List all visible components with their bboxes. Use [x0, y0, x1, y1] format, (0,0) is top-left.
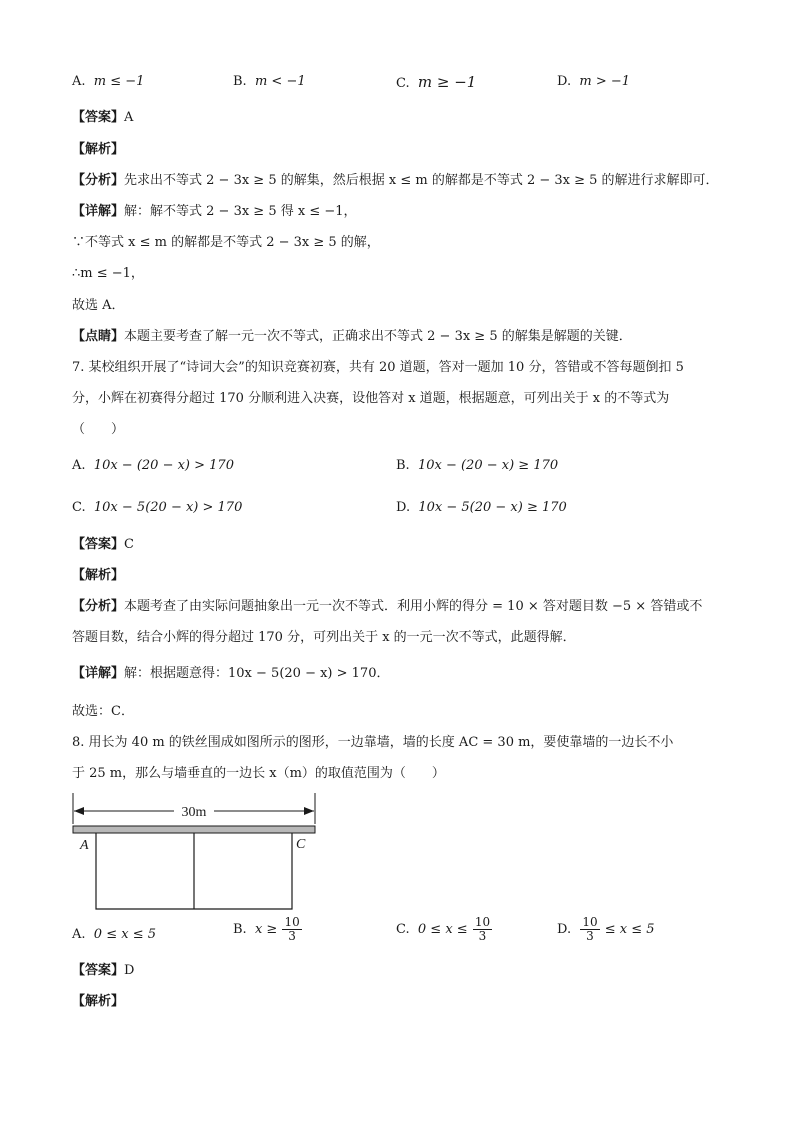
- fraction: $\frac{10}{3}$: [284, 915, 300, 943]
- q8-stem-line1: 8. 用长为 40 m 的铁丝围成如图所示的图形，一边靠墙，墙的长度 AC = 30 m，要使靠墙的一边长不小: [72, 735, 674, 750]
- q7-stem-line1: 7. 某校组织开展了“诗词大会”的知识竞赛初赛，共有 20 道题，答对一题加 10 分，答错或不答每题倒扣 5: [72, 360, 684, 375]
- option-a: A. 0 ≤ x ≤ 5: [72, 927, 156, 942]
- therefore-line: ∴m ≤ −1，: [72, 266, 144, 281]
- arrow-left-icon: [74, 807, 84, 815]
- analysis-heading: 【解析】: [72, 142, 125, 157]
- q7-stem-line3: （ ）: [72, 422, 125, 437]
- since-line: ∵不等式 x ≤ m 的解都是不等式 2 − 3x ≥ 5 的解，: [72, 235, 380, 250]
- option-a: A. m ≤ −1: [72, 74, 145, 89]
- option-a: A. 10x − (20 − x) > 170: [72, 458, 234, 473]
- analysis-heading: 【解析】: [72, 994, 125, 1009]
- option-d: D. 10x − 5(20 − x) ≥ 170: [396, 500, 567, 515]
- fenxi-line2: 答题目数，结合小辉的得分超过 170 分，可列出关于 x 的一元一次不等式，此题得解．: [72, 630, 576, 645]
- dianjing-line: 【点睛】本题主要考查了解一元一次不等式，正确求出不等式 2 − 3x ≥ 5 的解集是解题的关键．: [72, 329, 632, 344]
- point-c-label: C: [296, 837, 306, 852]
- q8-stem-line2: 于 25 m，那么与墙垂直的一边长 x（m）的取值范围为（ ）: [72, 766, 445, 781]
- answer-line: 【答案】D: [72, 963, 135, 978]
- fraction: $\frac{10}{3}$: [474, 915, 491, 943]
- arrow-right-icon: [304, 807, 314, 815]
- option-c: C. 0 ≤ x ≤ $\frac{10}{3}$: [396, 915, 491, 943]
- option-c: C. 10x − 5(20 − x) > 170: [72, 500, 243, 515]
- wall: [73, 826, 315, 833]
- fraction: $\frac{10}{3}$: [582, 915, 598, 943]
- fenxi-line1: 【分析】本题考查了由实际问题抽象出一元一次不等式．利用小辉的得分 = 10 × 答对题目数 −5 × 答错或不: [72, 599, 703, 614]
- option-b: B. m < −1: [233, 74, 306, 89]
- option-c: C. m ≥ −1: [396, 73, 477, 91]
- xiangjie-line: 【详解】解：根据题意得：10x − 5(20 − x) > 170．: [72, 666, 390, 681]
- option-d: D. $\frac{10}{3}$ ≤ x ≤ 5: [557, 915, 655, 943]
- fenxi-line: 【分析】先求出不等式 2 − 3x ≥ 5 的解集，然后根据 x ≤ m 的解都是不等式 2 − 3x ≥ 5 的解进行求解即可．: [72, 173, 719, 188]
- xiangjie-line: 【详解】解：解不等式 2 − 3x ≥ 5 得 x ≤ −1，: [72, 204, 357, 219]
- choose-line: 故选 A．: [72, 298, 125, 313]
- q7-stem-line2: 分，小辉在初赛得分超过 170 分顺利进入决赛，设他答对 x 道题，根据题意，可列出关于 x 的不等式为: [72, 391, 670, 406]
- option-d: D. m > −1: [557, 74, 631, 89]
- point-a-label: A: [80, 838, 89, 853]
- wall-length-label: 30m: [181, 805, 207, 820]
- answer-line: 【答案】C: [72, 537, 134, 552]
- analysis-heading: 【解析】: [72, 568, 125, 583]
- fence-figure: [66, 790, 322, 914]
- option-b: B. x ≥ $\frac{10}{3}$: [233, 915, 300, 943]
- option-b: B. 10x − (20 − x) ≥ 170: [396, 458, 559, 473]
- choose-line: 故选：C．: [72, 704, 134, 719]
- answer-line: 【答案】A: [72, 110, 134, 125]
